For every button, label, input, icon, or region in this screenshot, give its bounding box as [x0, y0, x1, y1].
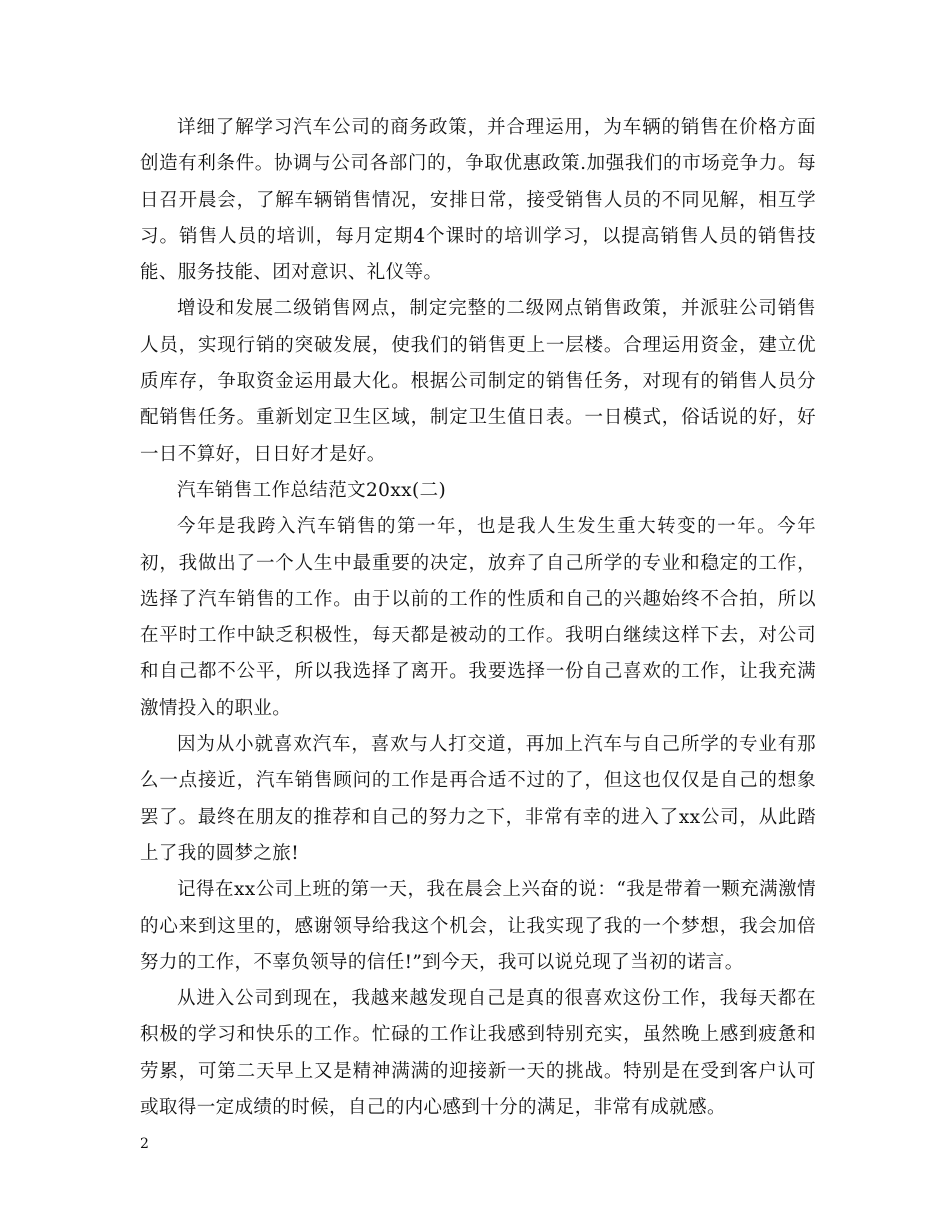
paragraph-sales-network: 增设和发展二级销售网点，制定完整的二级网点销售政策，并派驻公司销售人员，实现行销的突破发展，使我们的销售更上一层楼。合理运用资金，建立优质库存，争取资金运用最大化。根据公司制定的销售任务，对现有的销售人员分配销售任务。重新划定卫生区域，制定卫生值日表。一日模式，俗话说的好，好一日不算好，日日好才是好。	[140, 298, 816, 465]
document-body	[140, 110, 816, 1126]
paragraph-love-cars: 因为从小就喜欢汽车，喜欢与人打交道，再加上汽车与自己所学的专业有那么一点接近，汽车销售顾问的工作是再合适不过的了，但这也仅仅是自己的想象罢了。最终在朋友的推荐和自己的努力之下，非常有幸的进入了xx公司，从此踏上了我的圆梦之旅!	[140, 734, 816, 864]
page-number: 2	[140, 1136, 149, 1152]
paragraph-first-day: 记得在xx公司上班的第一天，我在晨会上兴奋的说：“我是带着一颗充满激情的心来到这里的，感谢领导给我这个机会，让我实现了我的一个梦想，我会加倍努力的工作，不辜负领导的信任!”到今天，我可以说兑现了当初的诺言。	[140, 879, 816, 973]
paragraph-business-policy: 详细了解学习汽车公司的商务政策，并合理运用，为车辆的销售在价格方面创造有利条件。协调与公司各部门的，争取优惠政策.加强我们的市场竞争力。每日召开晨会，了解车辆销售情况，安排日常，接受销售人员的不同见解，相互学习。销售人员的培训，每月定期4个课时的培训学习，以提高销售人员的销售技能、服务技能、团对意识、礼仪等。	[140, 117, 816, 284]
paragraph-first-year: 今年是我跨入汽车销售的第一年，也是我人生发生重大转变的一年。今年初，我做出了一个人生中最重要的决定，放弃了自己所学的专业和稳定的工作，选择了汽车销售的工作。由于以前的工作的性质和自己的兴趣始终不合拍，所以在平时工作中缺乏积极性，每天都是被动的工作。我明白继续这样下去，对公司和自己都不公平，所以我选择了离开。我要选择一份自己喜欢的工作，让我充满激情投入的职业。	[140, 516, 816, 719]
paragraph-enjoy-work: 从进入公司到现在，我越来越发现自己是真的很喜欢这份工作，我每天都在积极的学习和快乐的工作。忙碌的工作让我感到特别充实，虽然晚上感到疲惫和劳累，可第二天早上又是精神满满的迎接新一天的挑战。特别是在受到客户认可或取得一定成绩的时候，自己的内心感到十分的满足，非常有成就感。	[140, 988, 816, 1119]
section-heading: 汽车销售工作总结范文20xx(二)	[177, 479, 447, 501]
